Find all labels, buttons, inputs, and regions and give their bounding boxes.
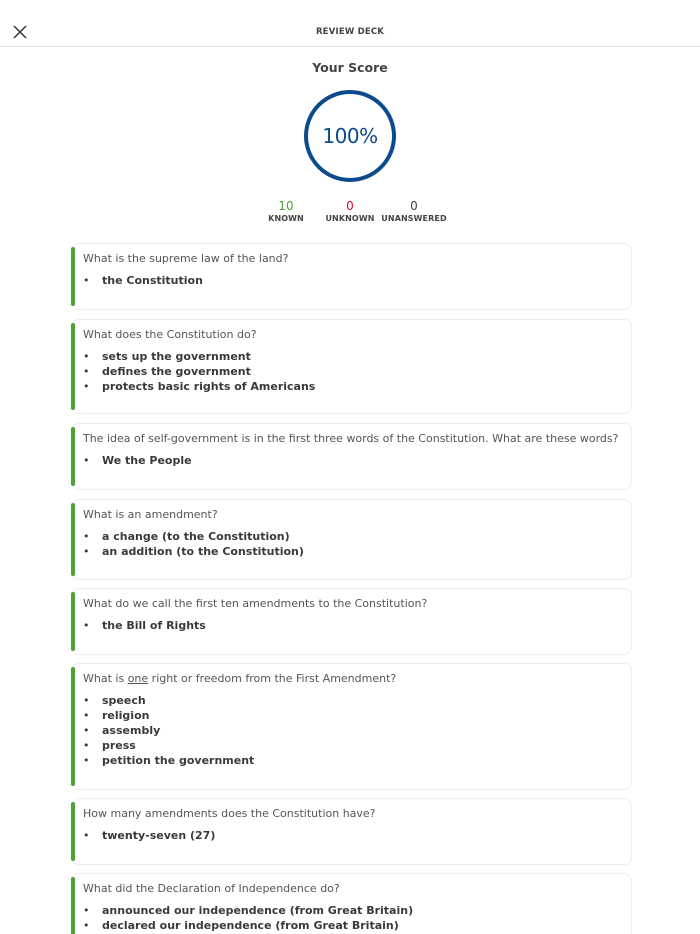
answer-list — [83, 453, 192, 468]
answer-item: • We the People — [83, 454, 192, 467]
known-indicator — [71, 247, 75, 306]
bullet-icon: • — [83, 350, 90, 363]
known-count: 10 — [278, 199, 294, 213]
unknown-label: UNKNOWN — [325, 214, 375, 223]
review-card[interactable] — [71, 588, 632, 655]
known-indicator — [71, 667, 75, 786]
known-indicator — [71, 802, 75, 861]
bullet-icon: • — [83, 274, 90, 287]
answer-item: • an addition (to the Constitution) — [83, 545, 304, 558]
bullet-icon: • — [83, 904, 90, 917]
answer-item: • petition the government — [83, 754, 255, 767]
answer-list — [83, 903, 413, 933]
known-indicator — [71, 592, 75, 651]
answer-list — [83, 693, 254, 768]
answer-list — [83, 618, 206, 633]
answer-item: • defines the government — [83, 365, 251, 378]
card-question: What is the supreme law of the land? — [83, 252, 289, 265]
answer-list — [83, 828, 215, 843]
answer-item: • announced our independence (from Great Britain) — [83, 904, 414, 917]
score-title: Your Score — [312, 60, 388, 75]
answer-item: • protects basic rights of Americans — [83, 380, 316, 393]
bullet-icon: • — [83, 724, 90, 737]
review-card[interactable] — [71, 243, 632, 310]
review-card[interactable] — [71, 423, 632, 490]
card-question: What is one right or freedom from the First Amendment? — [83, 672, 397, 685]
bullet-icon: • — [83, 709, 90, 722]
answer-item: • declared our independence (from Great Britain) — [83, 919, 399, 932]
known-label: KNOWN — [268, 214, 304, 223]
review-card[interactable] — [71, 499, 632, 580]
answer-item: • religion — [83, 709, 150, 722]
answer-item: • the Constitution — [83, 274, 203, 287]
card-question: What did the Declaration of Independence do? — [83, 882, 340, 895]
unanswered-count: 0 — [410, 199, 418, 213]
bullet-icon: • — [83, 545, 90, 558]
bullet-icon: • — [83, 365, 90, 378]
known-indicator — [71, 323, 75, 410]
card-question: What is an amendment? — [83, 508, 218, 521]
answer-item: • a change (to the Constitution) — [83, 530, 290, 543]
card-question: What do we call the first ten amendments to the Constitution? — [83, 597, 428, 610]
answer-item: • the Bill of Rights — [83, 619, 206, 632]
bullet-icon: • — [83, 829, 90, 842]
bullet-icon: • — [83, 619, 90, 632]
card-question: What does the Constitution do? — [83, 328, 257, 341]
bullet-icon: • — [83, 454, 90, 467]
score-percent: 100% — [322, 124, 378, 148]
review-card[interactable] — [71, 873, 632, 934]
known-indicator — [71, 877, 75, 934]
top-bar — [0, 0, 700, 47]
review-card[interactable] — [71, 319, 632, 414]
bullet-icon: • — [83, 380, 90, 393]
answer-item: • twenty-seven (27) — [83, 829, 216, 842]
stat-unknown — [323, 199, 377, 223]
review-card[interactable] — [71, 798, 632, 865]
page-title: REVIEW DECK — [315, 27, 385, 37]
answer-item: • assembly — [83, 724, 161, 737]
answer-item: • sets up the government — [83, 350, 251, 363]
known-indicator — [71, 503, 75, 576]
bullet-icon: • — [83, 530, 90, 543]
bullet-icon: • — [83, 739, 90, 752]
answer-list — [83, 349, 315, 394]
stat-unanswered — [381, 199, 447, 223]
bullet-icon: • — [83, 919, 90, 932]
answer-item: • press — [83, 739, 136, 752]
stat-known — [266, 199, 306, 223]
answer-list — [83, 273, 203, 288]
emphasis-underline: one — [127, 672, 149, 685]
answer-item: • speech — [83, 694, 146, 707]
known-indicator — [71, 427, 75, 486]
bullet-icon: • — [83, 694, 90, 707]
unknown-count: 0 — [346, 199, 354, 213]
card-question: How many amendments does the Constitution have? — [83, 807, 376, 820]
review-card[interactable] — [71, 663, 632, 790]
answer-list — [83, 529, 304, 559]
card-question: The idea of self-government is in the first three words of the Constitution. What are these words? — [83, 432, 619, 445]
unanswered-label: UNANSWERED — [381, 214, 447, 223]
bullet-icon: • — [83, 754, 90, 767]
